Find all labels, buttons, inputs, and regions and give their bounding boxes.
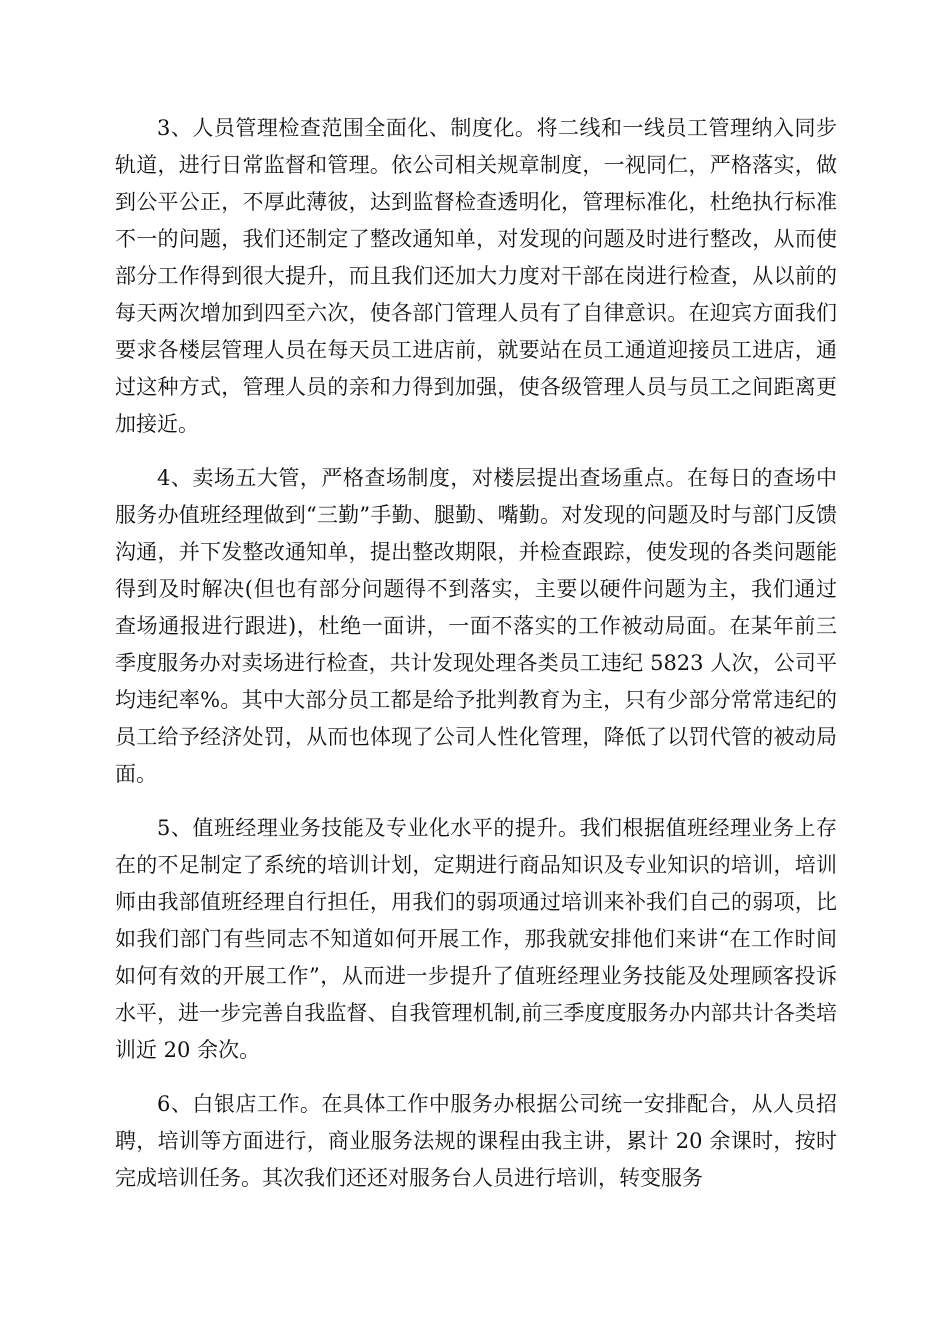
document-body [115, 110, 837, 1214]
paragraph-6-baiyin-store: 6、白银店工作。在具体工作中服务办根据公司统一安排配合，从人员招聘，培训等方面进行，商业服务法规的课程由我主讲，累计 20 余课时，按时完成培训任务。其次我们还还对服务台人员进行培训，转变服务 [115, 1092, 837, 1190]
paragraph-4-store-inspection: 4、卖场五大管，严格查场制度，对楼层提出查场重点。在每日的查场中服务办值班经理做到“三勤”手勤、腿勤、嘴勤。对发现的问题及时与部门反馈沟通，并下发整改通知单，提出整改期限，并检查跟踪，使发现的各类问题能得到及时解决(但也有部分问题得不到落实，主要以硬件问题为主，我们通过查场通报进行跟进)，杜绝一面讲，一面不落实的工作被动局面。在某年前三季度服务办对卖场进行检查，共计发现处理各类员工违纪 5823 人次，公司平均违纪率%。其中大部分员工都是给予批判教育为主，只有少部分常常违纪的员工给予经济处罚，从而也体现了公司人性化管理，降低了以罚代管的被动局面。 [115, 466, 837, 786]
paragraph-5-duty-manager-training: 5、值班经理业务技能及专业化水平的提升。我们根据值班经理业务上存在的不足制定了系统的培训计划，定期进行商品知识及专业知识的培训，培训师由我部值班经理自行担任，用我们的弱项通过培训来补我们自己的弱项，比如我们部门有些同志不知道如何开展工作，那我就安排他们来讲“在工作时间如何有效的开展工作”，从而进一步提升了值班经理业务技能及处理顾客投诉水平，进一步完善自我监督、自我管理机制,前三季度度服务办内部共计各类培训近 20 余次。 [115, 816, 837, 1062]
paragraph-3-personnel-management: 3、人员管理检查范围全面化、制度化。将二线和一线员工管理纳入同步轨道，进行日常监督和管理。依公司相关规章制度，一视同仁，严格落实，做到公平公正，不厚此薄彼，达到监督检查透明化，管理标准化，杜绝执行标准不一的问题，我们还制定了整改通知单，对发现的问题及时进行整改，从而使部分工作得到很大提升，而且我们还加大力度对干部在岗进行检查，从以前的每天两次增加到四至六次，使各部门管理人员有了自律意识。在迎宾方面我们要求各楼层管理人员在每天员工进店前，就要站在员工通道迎接员工进店，通过这种方式，管理人员的亲和力得到加强，使各级管理人员与员工之间距离更加接近。 [115, 116, 837, 436]
